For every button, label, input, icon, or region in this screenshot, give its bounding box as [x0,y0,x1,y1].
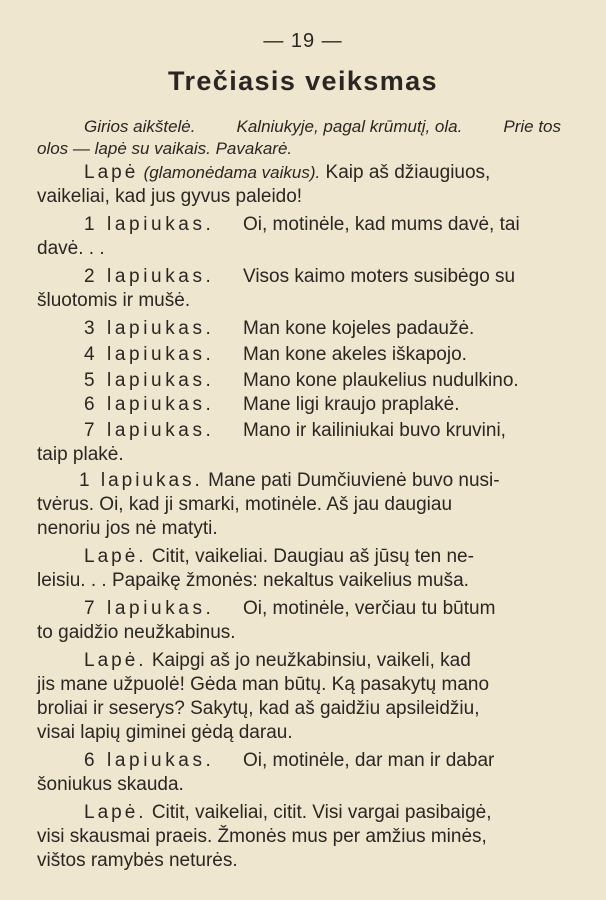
stage-direction-text: Kalniukyje, pagal krūmutį, ola. [236,117,463,136]
speaker-name: Lapė. [84,802,147,823]
speech-line [37,162,561,184]
speech-line [37,650,561,672]
speech-line [37,750,561,772]
speech-text: Mane pati Dumčiuvienė buvo nusi- [208,470,500,491]
stage-direction-line: olos — lapė su vaikais. Pavakarė. [37,139,293,158]
speech-text: Visos kaimo moters susibėgo su [243,266,516,287]
speech-line: to gaidžio neužkabinus. [37,622,236,643]
speaker-name: 4 lapiukas. [84,344,215,365]
speaker-direction: (glamonėdama vaikus). [143,163,321,182]
speech-line: vaikeliai, kad jus gyvus paleido! [37,186,303,207]
speech-line: davė. . . [37,238,105,259]
stage-direction-text: Prie tos [503,117,561,136]
speaker-name: 5 lapiukas. [84,370,215,391]
speech-text: Citit, vaikeliai. Daugiau aš jūsų ten ne- [151,546,474,567]
speech-text: Citit, vaikeliai, citit. Visi vargai pasibaigė, [151,802,492,823]
stage-direction-line [37,116,561,138]
speech-line [37,214,561,236]
speech-line: taip plakė. [37,444,124,465]
speech-text: Oi, motinėle, kad mums davė, tai [243,214,520,235]
speech-line [37,266,561,288]
speaker-name: 6 lapiukas. [84,394,215,415]
speech-line [37,598,561,620]
speech-line [37,470,561,492]
page-number: — 19 — [263,30,343,52]
speech-line: jis mane užpuolė! Gėda man būtų. Ką pasakytų mano [37,674,490,695]
speaker-name: 2 lapiukas. [84,266,215,287]
act-title: Trečiasis veiksmas [168,66,438,96]
speaker-name: 7 lapiukas. [84,420,215,441]
speaker-name: Lapė. [84,546,147,567]
stage-direction-text: Girios aikštelė. [84,117,196,136]
speaker-name: 6 lapiukas. [84,750,215,771]
speech-line [37,318,561,340]
speech-line [37,344,561,366]
speech-line: vištos ramybės neturės. [37,850,238,871]
speech-text: Man kone kojeles padaužė. [243,318,475,339]
speech-line [37,546,561,568]
speaker-name: 3 lapiukas. [84,318,215,339]
speaker-name: Lapė [84,162,139,183]
speech-text: Mano kone plaukelius nudulkino. [243,370,519,391]
speech-text: Mane ligi kraujo praplakė. [243,394,460,415]
speech-line [37,802,561,824]
speech-line: šoniukus skauda. [37,774,184,795]
speech-line [37,394,561,416]
speech-line: broliai ir seserys? Sakytų, kad aš gaidžiu apsileidžiu, [37,698,480,719]
speech-line: šluotomis ir mušė. [37,290,191,311]
speech-text: Kaipgi aš jo neužkabinsiu, vaikeli, kad [151,650,471,671]
speaker-name: 1 lapiukas. [84,214,215,235]
speech-line: visi skausmai praeis. Žmonės mus per amžius minės, [37,826,487,847]
speech-line: nenoriu jos nė matyti. [37,518,218,539]
speech-text: Man kone akeles iškapojo. [243,344,467,365]
speech-line: visai lapių giminei gėdą darau. [37,722,293,743]
speech-line: tvėrus. Oi, kad ji smarki, motinėle. Aš jau daugiau [37,494,453,515]
speech-text: Oi, motinėle, verčiau tu būtum [243,598,496,619]
speech-line: leisiu. . . Papaikę žmonės: nekaltus vaikelius muša. [37,570,469,591]
speech-line [37,370,561,392]
speech-text: Kaip aš džiaugiuos, [325,162,491,183]
speaker-name: Lapė. [84,650,147,671]
speech-text: Oi, motinėle, dar man ir dabar [243,750,495,771]
speaker-name: 1 lapiukas. [79,470,203,491]
speech-text: Mano ir kailiniukai buvo kruvini, [243,420,506,441]
speech-line [37,420,561,442]
speaker-name: 7 lapiukas. [84,598,215,619]
